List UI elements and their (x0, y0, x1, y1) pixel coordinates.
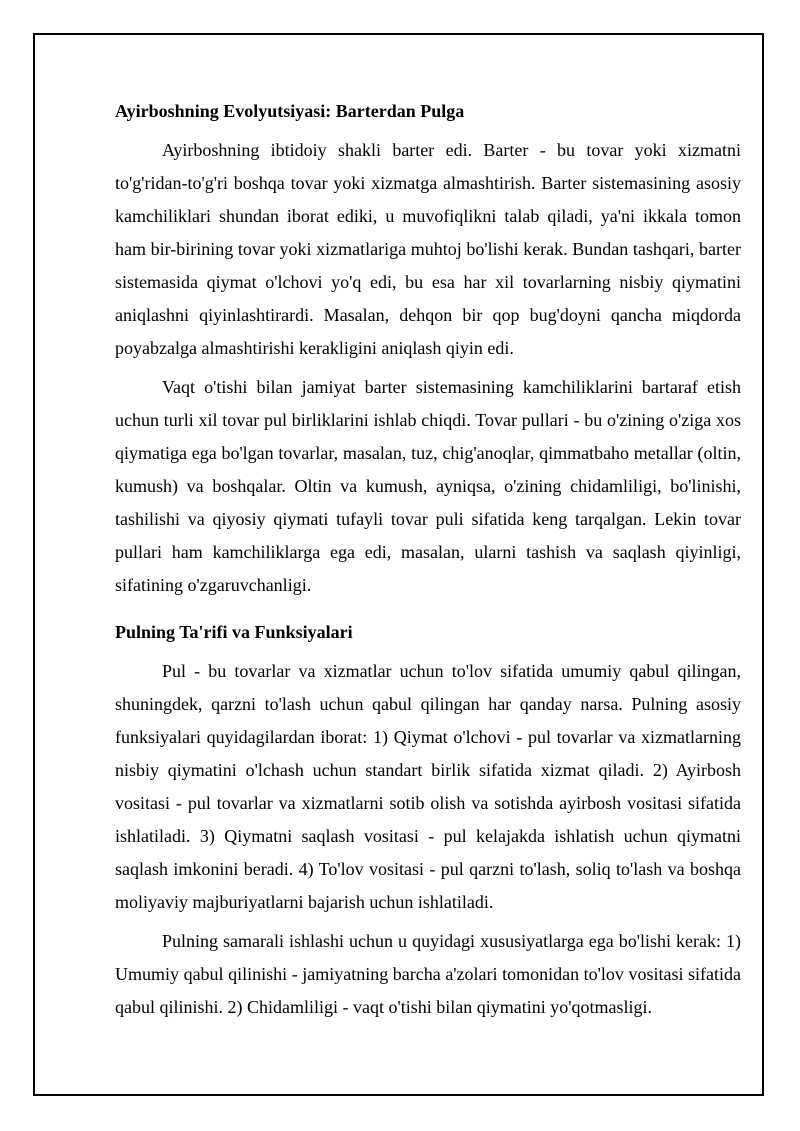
paragraph-money-functions: Pul - bu tovarlar va xizmatlar uchun to'lov sifatida umumiy qabul qilingan, shuningdek, qarzni to'lash uchun qabul qilingan har qanday narsa. Pulning asosiy funksiyalari quyidagilardan iborat: 1) Qiymat o'lchovi - pul tovarlar va xizmatlarning nisbiy qiymatini o'lchash uchun standart birlik sifatida xizmat qiladi. 2) Ayirbosh vositasi - pul tovarlar va xizmatlarni sotib olish va sotishda ayirbosh vositasi sifatida ishlatiladi. 3) Qiymatni saqlash vositasi - pul kelajakda ishlatish uchun qiymatni saqlash imkonini beradi. 4) To'lov vositasi - pul qarzni to'lash, soliq to'lash va boshqa moliyaviy majburiyatlarni bajarish uchun ishlatiladi. (115, 661, 741, 912)
section-heading-barter: Ayirboshning Evolyutsiyasi: Barterdan Pulga (115, 101, 465, 121)
section-heading-money-functions: Pulning Ta'rifi va Funksiyalari (115, 622, 353, 642)
paragraph-money-properties: Pulning samarali ishlashi uchun u quyidagi xususiyatlarga ega bo'lishi kerak: 1) Umumiy qabul qilinishi - jamiyatning barcha a'zolari tomonidan to'lov vositasi sifatida qabul qilinishi. 2) Chidamliligi - vaqt o'tishi bilan qiymatini yo'qotmasligi. (115, 931, 741, 1017)
paragraph-commodity-money: Vaqt o'tishi bilan jamiyat barter sistemasining kamchiliklarini bartaraf etish uchun turli xil tovar pul birliklarini ishlab chiqdi. Tovar pullari - bu o'zining o'ziga xos qiymatiga ega bo'lgan tovarlar, masalan, tuz, chig'anoqlar, qimmatbaho metallar (oltin, kumush) va boshqalar. Oltin va kumush, ayniqsa, o'zining chidamliligi, bo'linishi, tashilishi va qiyosiy qiymati tufayli tovar puli sifatida keng tarqalgan. Lekin tovar pullari ham kamchiliklarga ega edi, masalan, ularni tashish va saqlash qiyinligi, sifatining o'zgaruvchanligi. (115, 377, 741, 595)
document-body (115, 95, 741, 1030)
paragraph-barter-definition: Ayirboshning ibtidoiy shakli barter edi. Barter - bu tovar yoki xizmatni to'g'ridan-to'g'ri boshqa tovar yoki xizmatga almashtirish. Barter sistemasining asosiy kamchiliklari shundan iborat ediki, u muvofiqlikni talab qiladi, ya'ni ikkala tomon ham bir-birining tovar yoki xizmatlariga muhtoj bo'lishi kerak. Bundan tashqari, barter sistemasida qiymat o'lchovi yo'q edi, bu esa har xil tovarlarning nisbiy qiymatini aniqlashni qiyinlashtirardi. Masalan, dehqon bir qop bug'doyni qancha miqdorda poyabzalga almashtirishi kerakligini aniqlash qiyin edi. (115, 140, 741, 358)
